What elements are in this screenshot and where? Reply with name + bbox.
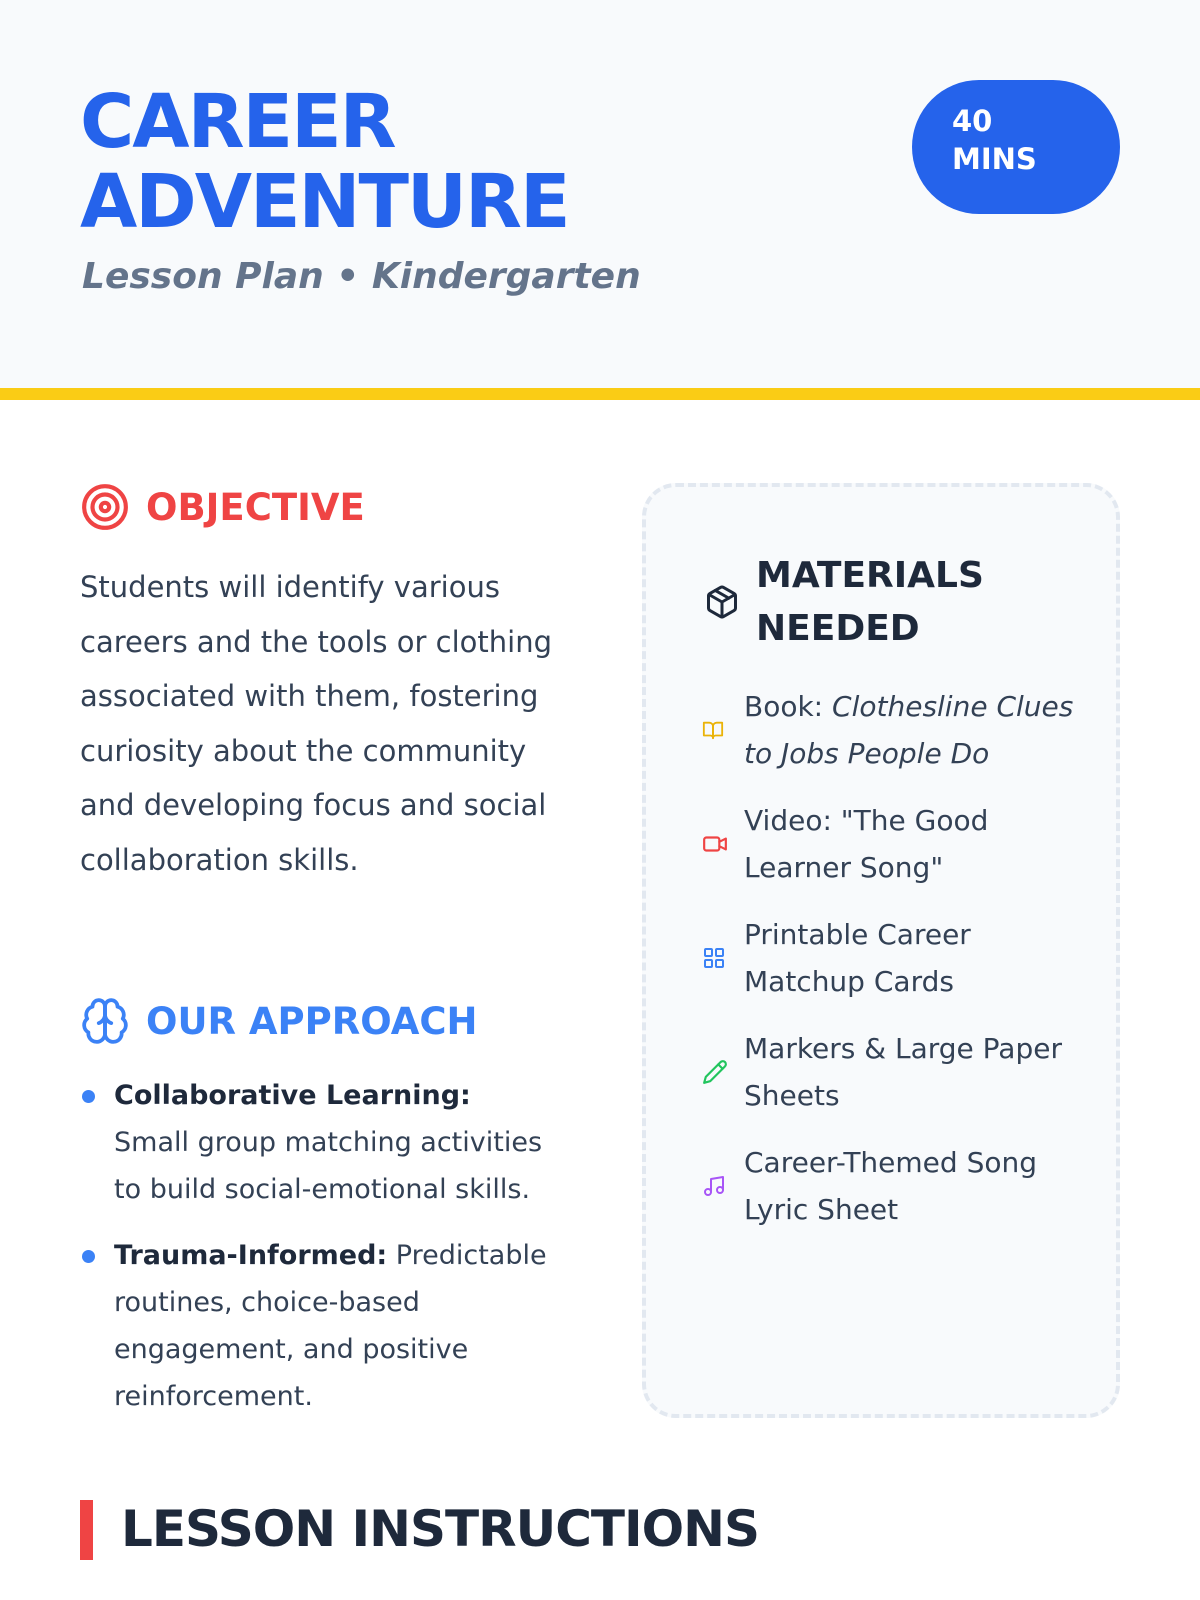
brain-icon: [80, 996, 130, 1046]
material-label: Printable Career Matchup Cards: [744, 918, 971, 998]
instructions-heading: LESSON INSTRUCTIONS: [121, 1500, 759, 1558]
duration-badge: [912, 80, 1120, 214]
objective-heading: [80, 482, 365, 532]
page-subtitle: Lesson Plan • Kindergarten: [82, 256, 641, 297]
material-prefix: Book:: [744, 690, 833, 723]
list-item: [702, 911, 1092, 1005]
approach-heading: [80, 996, 477, 1046]
video-icon: [702, 831, 728, 857]
approach-heading-label: OUR APPROACH: [146, 999, 478, 1043]
page-title: [80, 79, 569, 245]
music-icon: [702, 1174, 726, 1198]
material-label: Career-Themed Song Lyric Sheet: [744, 1146, 1037, 1226]
materials-heading-line-2: NEEDED: [756, 608, 920, 649]
approach-item-label: Collaborative Learning:: [114, 1080, 471, 1111]
materials-heading-line-1: MATERIALS: [756, 555, 984, 596]
title-line-1: CAREER: [80, 79, 395, 165]
header-accent-bar: [0, 388, 1200, 400]
bullet-dot: [82, 1090, 95, 1103]
duration-value: 40: [952, 104, 993, 138]
objective-heading-label: OBJECTIVE: [146, 485, 365, 529]
target-icon: [80, 482, 130, 532]
approach-list: [80, 1072, 550, 1439]
list-item: [702, 1139, 1092, 1233]
box-icon: [704, 584, 740, 620]
pencil-icon: [702, 1059, 728, 1085]
list-item: [702, 797, 1092, 891]
duration-unit: MINS: [952, 142, 1037, 176]
materials-heading: [704, 549, 984, 655]
materials-card: [642, 483, 1120, 1418]
list-item: [80, 1232, 550, 1420]
book-icon: [702, 719, 724, 741]
materials-list: [702, 683, 1092, 1253]
bullet-dot: [82, 1250, 95, 1263]
material-label: Video: "The Good Learner Song": [744, 804, 989, 884]
instructions-accent-bar: [80, 1500, 93, 1560]
book-title: Clothesline Clues to Jobs People Do: [744, 690, 1074, 770]
list-item: [80, 1072, 550, 1213]
approach-item-label: Trauma-Informed:: [114, 1240, 388, 1271]
objective-text: Students will identify various careers and the tools or clothing associated with them, fostering curiosity about the community and developing focus and social collaboration skills.: [80, 570, 552, 877]
material-label: Markers & Large Paper Sheets: [744, 1032, 1062, 1112]
approach-item-text: Small group matching activities to build social-emotional skills.: [114, 1127, 543, 1205]
approach-item-text: Predictable routines, choice-based engagement, and positive reinforcement.: [114, 1240, 547, 1412]
list-item: [702, 683, 1092, 777]
title-line-2: ADVENTURE: [80, 159, 569, 245]
grid-icon: [702, 946, 726, 970]
list-item: [702, 1025, 1092, 1119]
material-label: [744, 683, 1092, 777]
